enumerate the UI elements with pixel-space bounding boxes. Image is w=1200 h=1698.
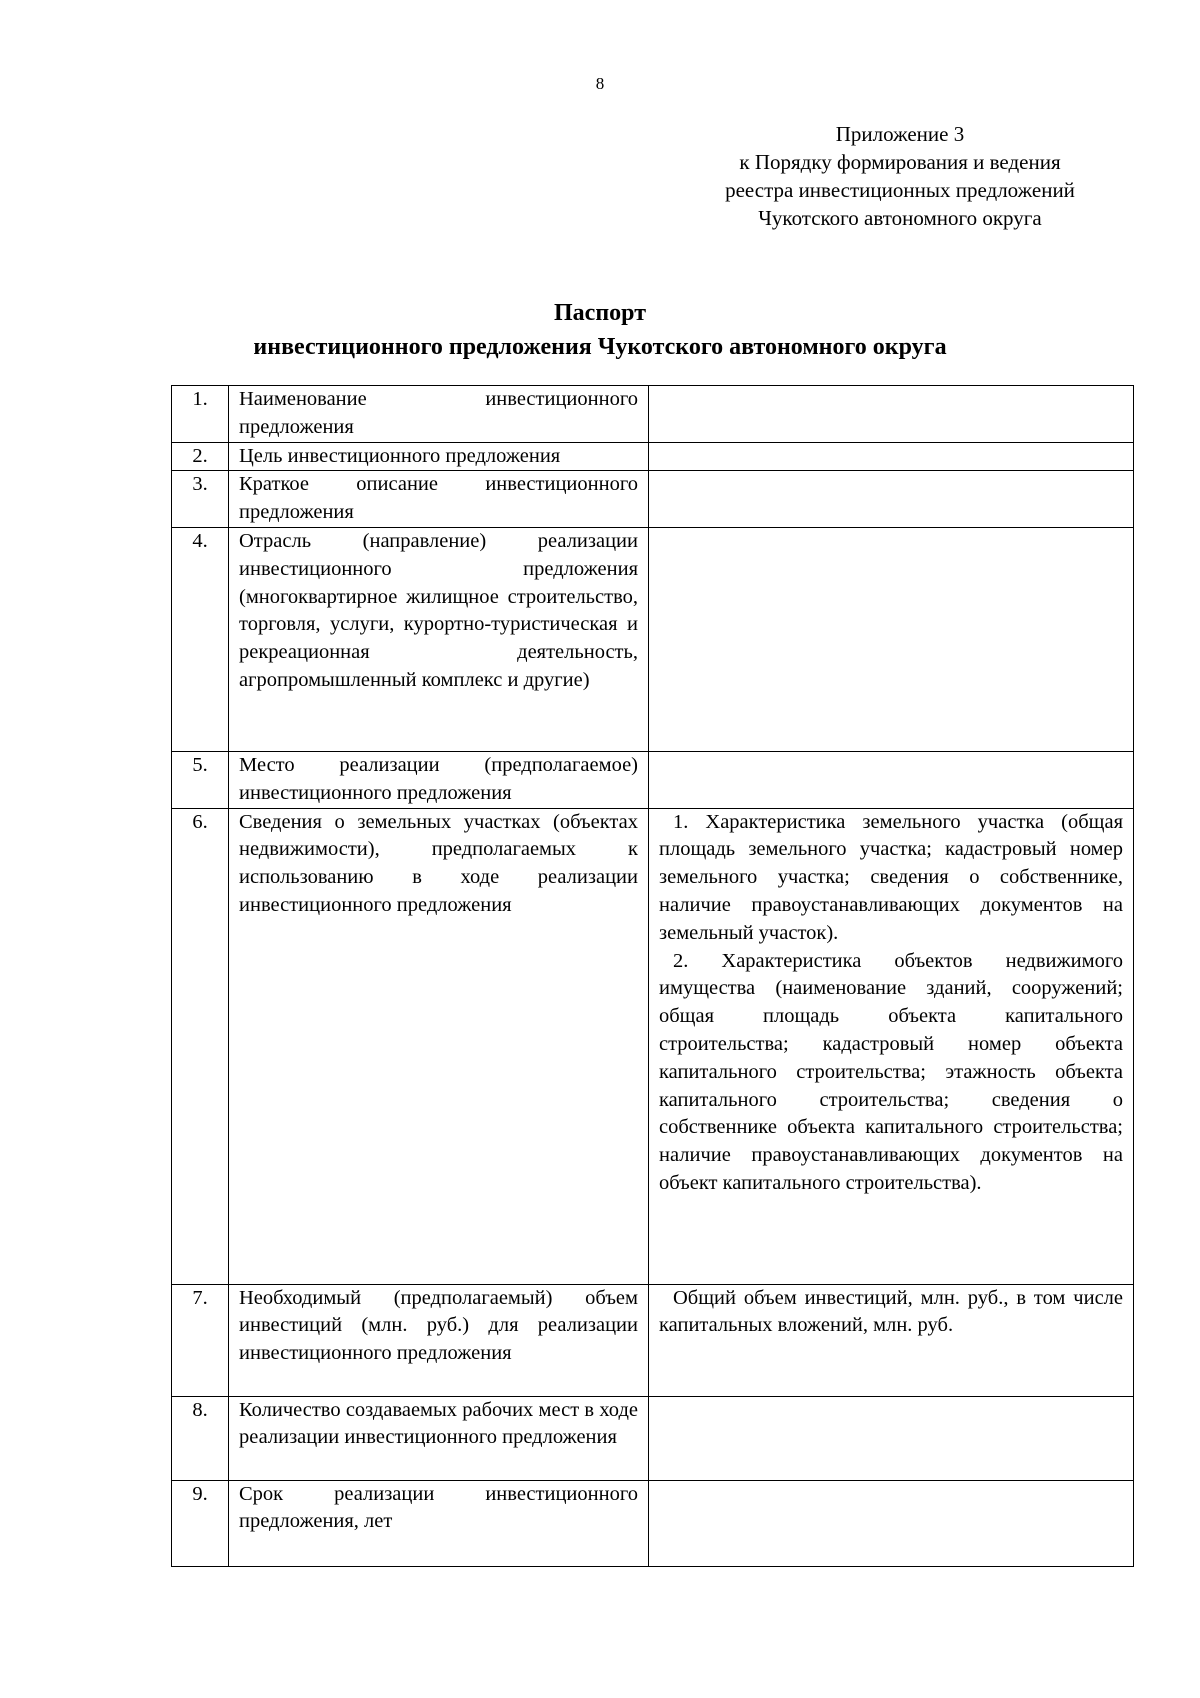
row-label: Сведения о земельных участках (объектах недвижимости), предполагаемых к использованию в ходе реализации инвестиционного предложения	[229, 808, 649, 1284]
table-row	[172, 386, 1134, 443]
row-value	[649, 386, 1134, 443]
row-value	[649, 1284, 1134, 1396]
table-row	[172, 1284, 1134, 1396]
page-number: 8	[595, 74, 605, 93]
value-paragraph: 1. Характеристика земельного участка (общая площадь земельного участка; кадастровый номер земельного участка; сведения о собственнике, наличие правоустанавливающих документов на земельный участок).	[659, 810, 1123, 944]
value-paragraph: 2. Характеристика объектов недвижимого имущества (наименование зданий, сооружений; общая площадь объекта капитального строительства; кадастровый номер объекта капитального строительства; этажность объекта капитального строительства; сведения о собственнике объекта капитального строительства; наличие правоустанавливающих документов на объект капитального строительства).	[659, 949, 1123, 1194]
row-value	[649, 808, 1134, 1284]
title-line-2: инвестиционного предложения Чукотского автономного округа	[253, 334, 947, 360]
annex-line: реестра инвестиционных предложений	[725, 178, 1075, 202]
row-number: 5.	[172, 751, 229, 808]
document-title	[0, 296, 1200, 364]
table-row	[172, 751, 1134, 808]
value-paragraph: Общий объем инвестиций, млн. руб., в том числе капитальных вложений, млн. руб.	[659, 1286, 1123, 1337]
annex-line: Приложение 3	[835, 122, 965, 146]
row-label: Цель инвестиционного предложения	[229, 442, 649, 471]
row-value	[649, 1396, 1134, 1480]
row-label: Необходимый (предполагаемый) объем инвестиций (млн. руб.) для реализации инвестиционного предложения	[229, 1284, 649, 1396]
passport-table	[171, 385, 1134, 1567]
annex-line: Чукотского автономного округа	[758, 206, 1042, 230]
row-value	[649, 527, 1134, 751]
table-row	[172, 1480, 1134, 1566]
table-row	[172, 1396, 1134, 1480]
row-value	[649, 751, 1134, 808]
row-number: 2.	[172, 442, 229, 471]
row-number: 1.	[172, 386, 229, 443]
table-row	[172, 471, 1134, 528]
table-row	[172, 527, 1134, 751]
row-label: Место реализации (предполагаемое) инвестиционного предложения	[229, 751, 649, 808]
table-row	[172, 808, 1134, 1284]
row-value	[649, 471, 1134, 528]
title-line-1: Паспорт	[554, 300, 646, 326]
row-label: Количество создаваемых рабочих мест в ходе реализации инвестиционного предложения	[229, 1396, 649, 1480]
row-label: Отрасль (направление) реализации инвестиционного предложения (многоквартирное жилищное строительство, торговля, услуги, курортно-туристическая и рекреационная деятельность, агропромышленный комплекс и другие)	[229, 527, 649, 751]
row-number: 3.	[172, 471, 229, 528]
row-value	[649, 442, 1134, 471]
row-label: Краткое описание инвестиционного предложения	[229, 471, 649, 528]
table-row	[172, 442, 1134, 471]
row-number: 8.	[172, 1396, 229, 1480]
row-label: Наименование инвестиционного предложения	[229, 386, 649, 443]
row-number: 9.	[172, 1480, 229, 1566]
row-value	[649, 1480, 1134, 1566]
row-number: 7.	[172, 1284, 229, 1396]
row-number: 6.	[172, 808, 229, 1284]
annex-line: к Порядку формирования и ведения	[739, 150, 1061, 174]
row-number: 4.	[172, 527, 229, 751]
row-label: Срок реализации инвестиционного предложения, лет	[229, 1480, 649, 1566]
annex-header	[640, 120, 1160, 232]
